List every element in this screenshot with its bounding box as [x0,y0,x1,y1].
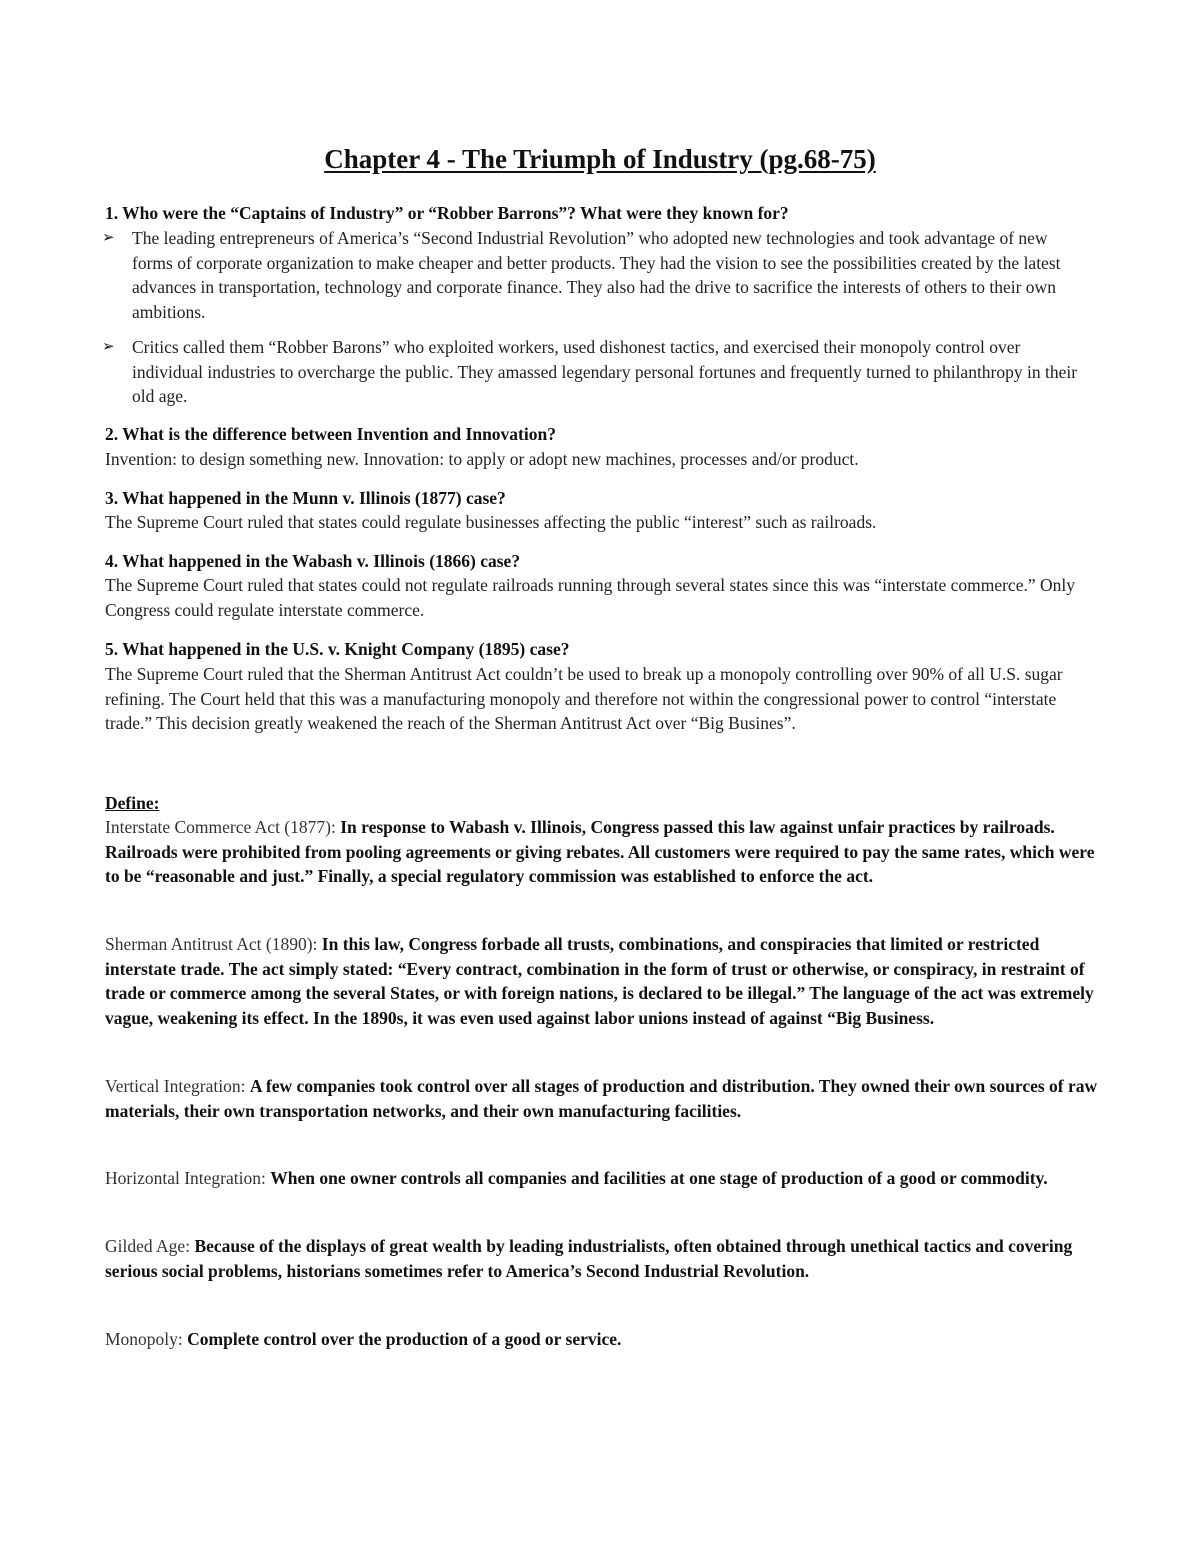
bullet-text: Critics called them “Robber Barons” who exploited workers, used dishonest tactics, and exercised their monopoly control over individual industries to overcharge the public. They amassed legendary personal fortunes and frequently turned to philanthropy in their old age. [132,337,1078,407]
definition-horizontal-integration [105,1166,1100,1191]
definition-term: Gilded Age: [105,1236,195,1256]
definition-text: Because of the displays of great wealth by leading industrialists, often obtained through unethical tactics and covering serious social problems, historians sometimes refer to America’s Second Industrial Revolution. [105,1236,1073,1281]
question-3: 3. What happened in the Munn v. Illinois (1877) case? [105,488,506,508]
answer-3: The Supreme Court ruled that states could regulate businesses affecting the public “interest” such as railroads. [105,512,877,532]
question-1: 1. Who were the “Captains of Industry” or “Robber Barrons”? What were they known for? [105,203,789,223]
definition-text: Complete control over the production of a good or service. [187,1329,622,1349]
question-5: 5. What happened in the U.S. v. Knight Company (1895) case? [105,639,570,659]
answer-2: Invention: to design something new. Innovation: to apply or adopt new machines, processes and/or product. [105,449,859,469]
arrow-bullet-icon: ➢ [102,339,115,355]
page-title: Chapter 4 - The Triumph of Industry (pg.68-75) [324,144,876,174]
definition-term: Horizontal Integration: [105,1168,271,1188]
definition-gilded-age [105,1234,1100,1283]
bullet-item [102,226,1092,325]
definition-vertical-integration [105,1074,1100,1123]
definition-monopoly [105,1327,1100,1352]
question-4: 4. What happened in the Wabash v. Illinois (1866) case? [105,551,521,571]
definition-term: Interstate Commerce Act (1877): [105,817,341,837]
definition-term: Sherman Antitrust Act (1890): [105,934,322,954]
definition-interstate-commerce-act [105,815,1100,889]
definition-sherman-antitrust-act [105,932,1100,1031]
define-heading: Define: [105,793,160,813]
definition-term: Monopoly: [105,1329,188,1349]
arrow-bullet-icon: ➢ [102,230,115,246]
definition-term: Vertical Integration: [105,1076,250,1096]
definition-text: A few companies took control over all stages of production and distribution. They owned their own sources of raw materials, their own transportation networks, and their own manufacturing facilities. [105,1076,1098,1121]
answer-5: The Supreme Court ruled that the Sherman Antitrust Act couldn’t be used to break up a monopoly controlling over 90% of all U.S. sugar refining. The Court held that this was a manufacturing monopoly and therefore not within the congressional power to control “interstate trade.” This decision greatly weakened the reach of the Sherman Antitrust Act over “Big Busines”. [105,664,1063,734]
answer-4: The Supreme Court ruled that states could not regulate railroads running through several states since this was “interstate commerce.” Only Congress could regulate interstate commerce. [105,575,1075,620]
definition-text: When one owner controls all companies and facilities at one stage of production of a good or commodity. [270,1168,1048,1188]
bullet-text: The leading entrepreneurs of America’s “Second Industrial Revolution” who adopted new technologies and took advantage of new forms of corporate organization to make cheaper and better products. They had the vision to see the possibilities created by the latest advances in transportation, technology and corporate finance. They also had the drive to sacrifice the interests of others to their own ambitions. [132,228,1061,323]
question-2: 2. What is the difference between Invention and Innovation? [105,424,556,444]
definition-text: In this law, Congress forbade all trusts, combinations, and conspiracies that limited or restricted interstate trade. The act simply stated: “Every contract, combination in the form of trust or otherwise, or conspiracy, in restraint of trade or commerce among the several States, or with foreign nations, is declared to be illegal.” The language of the act was extremely vague, weakening its effect. In the 1890s, it was even used against labor unions instead of against “Big Business. [105,934,1094,1029]
definition-text: In response to Wabash v. Illinois, Congress passed this law against unfair practices by railroads. Railroads were prohibited from pooling agreements or giving rebates. All customers were required to pay the same rates, which were to be “reasonable and just.” Finally, a special regulatory commission was established to enforce the act. [105,817,1095,887]
bullet-item [102,335,1092,409]
